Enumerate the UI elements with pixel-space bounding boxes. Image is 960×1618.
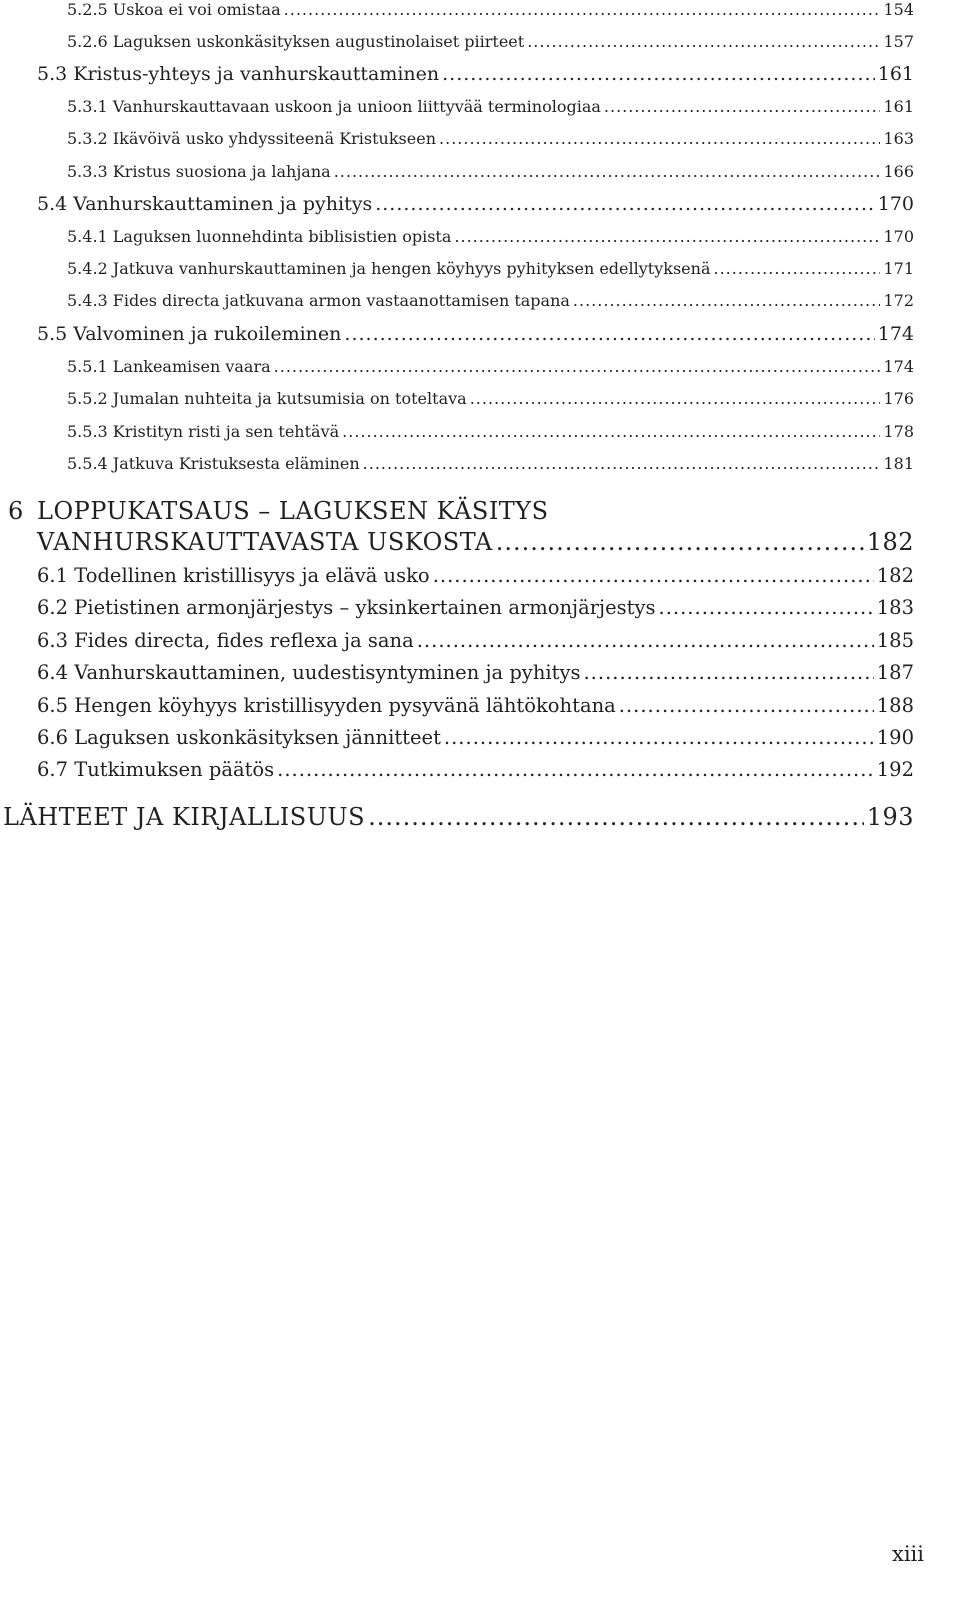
toc-entry (37, 629, 914, 652)
toc-entry-page: 188 (876, 694, 914, 717)
toc-entry-label: 5.3.3 Kristus suosiona ja lahjana (67, 162, 331, 181)
toc-entry-label: 6.4 Vanhurskauttaminen, uudestisyntyminen ja pyhitys (37, 661, 581, 684)
toc-entry (67, 291, 914, 310)
toc-entry-page: 183 (876, 596, 914, 619)
dot-leader (342, 422, 880, 441)
dot-leader (573, 291, 881, 310)
dot-leader (277, 758, 874, 781)
toc-entry-label: 5.5 Valvominen ja rukoileminen (37, 323, 342, 345)
toc-entry-sources (3, 803, 914, 831)
dot-leader (496, 528, 864, 556)
toc-entry-page: 170 (877, 193, 914, 215)
dot-leader (334, 162, 881, 181)
toc-entry-label: 5.3.1 Vanhurskauttavaan uskoon ja unioon liittyvää terminologiaa (67, 97, 601, 116)
toc-entry-label: 6.2 Pietistinen armonjärjestys – yksinkertainen armonjärjestys (37, 596, 656, 619)
toc-entry (37, 596, 914, 619)
toc-entry-page: 176 (883, 389, 914, 408)
toc-entry (37, 323, 914, 345)
toc-entry-page: 172 (883, 291, 914, 310)
page-number: xiii (892, 1542, 924, 1566)
toc-entry-page: 182 (866, 528, 914, 556)
dot-leader (583, 661, 873, 684)
chapter-title-line2: VANHURSKAUTTAVASTA USKOSTA (37, 528, 493, 556)
toc-entry-page: 170 (883, 227, 914, 246)
toc-entry-page: 171 (883, 259, 914, 278)
dot-leader (619, 694, 874, 717)
dot-leader (284, 0, 881, 19)
toc-entry-page: 157 (883, 32, 914, 51)
dot-leader (442, 63, 875, 85)
toc-entry-page: 178 (883, 422, 914, 441)
toc-entry (37, 564, 914, 587)
dot-leader (470, 389, 881, 408)
toc-entry-label: 5.3.2 Ikävöivä usko yhdyssiteenä Kristukseen (67, 129, 437, 148)
dot-leader (417, 629, 874, 652)
dot-leader (274, 357, 881, 376)
toc-entry-label: 5.4.2 Jatkuva vanhurskauttaminen ja hengen köyhyys pyhityksen edellytyksenä (67, 259, 711, 278)
dot-leader (527, 32, 880, 51)
toc-entry-page: 174 (877, 323, 914, 345)
toc-entry-page: 154 (883, 0, 914, 19)
toc-entry-page: 182 (876, 564, 914, 587)
toc-entry (37, 661, 914, 684)
dot-leader (344, 323, 874, 345)
toc-entry (67, 0, 914, 19)
toc-entry-label: 5.3 Kristus-yhteys ja vanhurskauttaminen (37, 63, 440, 85)
toc-entry-label: 5.2.5 Uskoa ei voi omistaa (67, 0, 281, 19)
toc-entry-page: 174 (883, 357, 914, 376)
toc-entry-page: 166 (883, 162, 914, 181)
dot-leader (454, 227, 880, 246)
toc-entry-page: 185 (876, 629, 914, 652)
chapter-title-entry (37, 528, 914, 556)
toc-entry-label: 5.4 Vanhurskauttaminen ja pyhitys (37, 193, 373, 215)
toc-entry-label: 5.4.1 Laguksen luonnehdinta biblisistien opista (67, 227, 452, 246)
toc-entry-label: 5.2.6 Laguksen uskonkäsityksen augustinolaiset piirteet (67, 32, 525, 51)
toc-entry (37, 193, 914, 215)
dot-leader (368, 803, 864, 831)
toc-entry-label: 6.7 Tutkimuksen päätös (37, 758, 275, 781)
toc-entry (67, 422, 914, 441)
dot-leader (433, 564, 874, 587)
toc-entry (67, 389, 914, 408)
chapter-title-line1: LOPPUKATSAUS – LAGUKSEN KÄSITYS (37, 497, 549, 525)
toc-entry-page: 190 (876, 726, 914, 749)
toc-entry-page: 181 (883, 454, 914, 473)
toc-entry-label: LÄHTEET JA KIRJALLISUUS (3, 803, 366, 831)
toc-entry-page: 161 (877, 63, 914, 85)
toc-entry (67, 454, 914, 473)
toc-entry (67, 227, 914, 246)
toc-entry-page: 192 (876, 758, 914, 781)
toc-entry-label: 5.4.3 Fides directa jatkuvana armon vastaanottamisen tapana (67, 291, 570, 310)
toc-entry-page: 193 (866, 803, 914, 831)
toc-entry (37, 758, 914, 781)
toc-entry-label: 6.5 Hengen köyhyys kristillisyyden pysyvänä lähtökohtana (37, 694, 616, 717)
toc-entry (37, 694, 914, 717)
chapter-number: 6 (8, 497, 24, 525)
toc-entry-label: 5.5.3 Kristityn risti ja sen tehtävä (67, 422, 340, 441)
toc-entry-label: 6.3 Fides directa, fides reflexa ja sana (37, 629, 414, 652)
toc-entry (67, 259, 914, 278)
toc-entry-page: 161 (883, 97, 914, 116)
toc-entry-label: 5.5.2 Jumalan nuhteita ja kutsumisia on toteltava (67, 389, 467, 408)
toc-entry (37, 63, 914, 85)
toc-entry-label: 6.6 Laguksen uskonkäsityksen jännitteet (37, 726, 441, 749)
dot-leader (659, 596, 874, 619)
toc-entry (67, 129, 914, 148)
dot-leader (363, 454, 881, 473)
toc-entry-page: 187 (876, 661, 914, 684)
toc-entry (67, 357, 914, 376)
dot-leader (444, 726, 874, 749)
toc-entry (67, 97, 914, 116)
dot-leader (439, 129, 880, 148)
toc-entry-label: 5.5.4 Jatkuva Kristuksesta eläminen (67, 454, 360, 473)
dot-leader (713, 259, 880, 278)
toc-entry (37, 726, 914, 749)
toc-entry-label: 5.5.1 Lankeamisen vaara (67, 357, 271, 376)
toc-entry (67, 162, 914, 181)
dot-leader (375, 193, 875, 215)
toc-entry (67, 32, 914, 51)
toc-entry-page: 163 (883, 129, 914, 148)
toc-entry-label: 6.1 Todellinen kristillisyys ja elävä usko (37, 564, 430, 587)
dot-leader (604, 97, 881, 116)
